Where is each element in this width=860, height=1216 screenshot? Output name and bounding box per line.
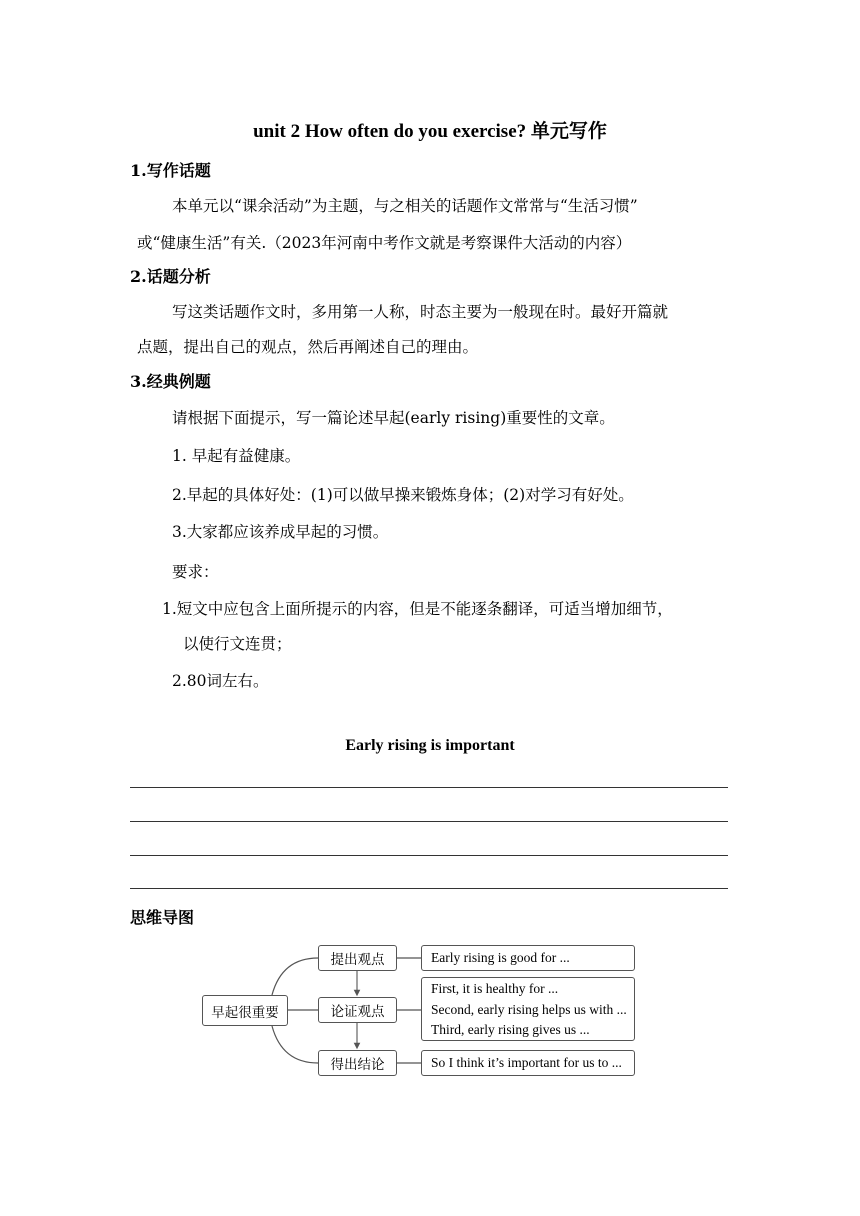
section2-line2: 点题，提出自己的观点，然后再阐述自己的理由。 bbox=[137, 338, 479, 356]
mindmap-node-argument: 论证观点 bbox=[318, 997, 397, 1023]
section3-heading: 3.经典例题 bbox=[130, 372, 211, 391]
requirement-2: 2.80词左右。 bbox=[172, 672, 269, 690]
section2-line1: 写这类话题作文时，多用第一人称，时态主要为一般现在时。最好开篇就 bbox=[172, 303, 669, 321]
section1-line2: 或“健康生活”有关.（2023年河南中考作文就是考察课件大活动的内容） bbox=[137, 234, 632, 252]
example-argument-line3: Third, early rising gives us ... bbox=[431, 1022, 590, 1037]
prompt-point-3: 3.大家都应该养成早起的习惯。 bbox=[172, 523, 389, 541]
section3-prompt: 请根据下面提示，写一篇论述早起(early rising)重要性的文章。 bbox=[172, 409, 615, 427]
mindmap-example-conclusion bbox=[421, 1050, 635, 1076]
essay-title: Early rising is important bbox=[345, 737, 515, 754]
section2-heading: 2.话题分析 bbox=[130, 267, 211, 286]
mindmap-node-conclusion: 得出结论 bbox=[318, 1050, 397, 1076]
prompt-point-2: 2.早起的具体好处：(1)可以做早操来锻炼身体；(2)对学习有好处。 bbox=[172, 486, 634, 504]
example-conclusion-text: So I think it’s important for us to ... bbox=[431, 1054, 622, 1070]
mindmap-heading: 思维导图 bbox=[130, 908, 195, 927]
mindmap-example-viewpoint bbox=[421, 945, 635, 971]
example-argument-line1: First, it is healthy for ... bbox=[431, 981, 559, 996]
section1-line1: 本单元以“课余活动”为主题，与之相关的话题作文常常与“生活习惯” bbox=[172, 197, 638, 215]
mindmap-example-argument bbox=[421, 977, 635, 1041]
page-title: unit 2 How often do you exercise? 单元写作 bbox=[253, 121, 607, 142]
prompt-point-1: 1. 早起有益健康。 bbox=[172, 447, 301, 465]
section1-heading: 1.写作话题 bbox=[130, 161, 211, 180]
requirements-label: 要求： bbox=[172, 563, 219, 581]
mindmap-node-viewpoint: 提出观点 bbox=[318, 945, 397, 971]
example-viewpoint-text: Early rising is good for ... bbox=[431, 949, 570, 965]
mindmap-root: 早起很重要 bbox=[202, 995, 288, 1026]
example-argument-line2: Second, early rising helps us with ... bbox=[431, 1001, 627, 1017]
requirement-1-line2: 以使行文连贯； bbox=[183, 635, 292, 653]
requirement-1-line1: 1.短文中应包含上面所提示的内容，但是不能逐条翻译，可适当增加细节， bbox=[162, 600, 673, 618]
